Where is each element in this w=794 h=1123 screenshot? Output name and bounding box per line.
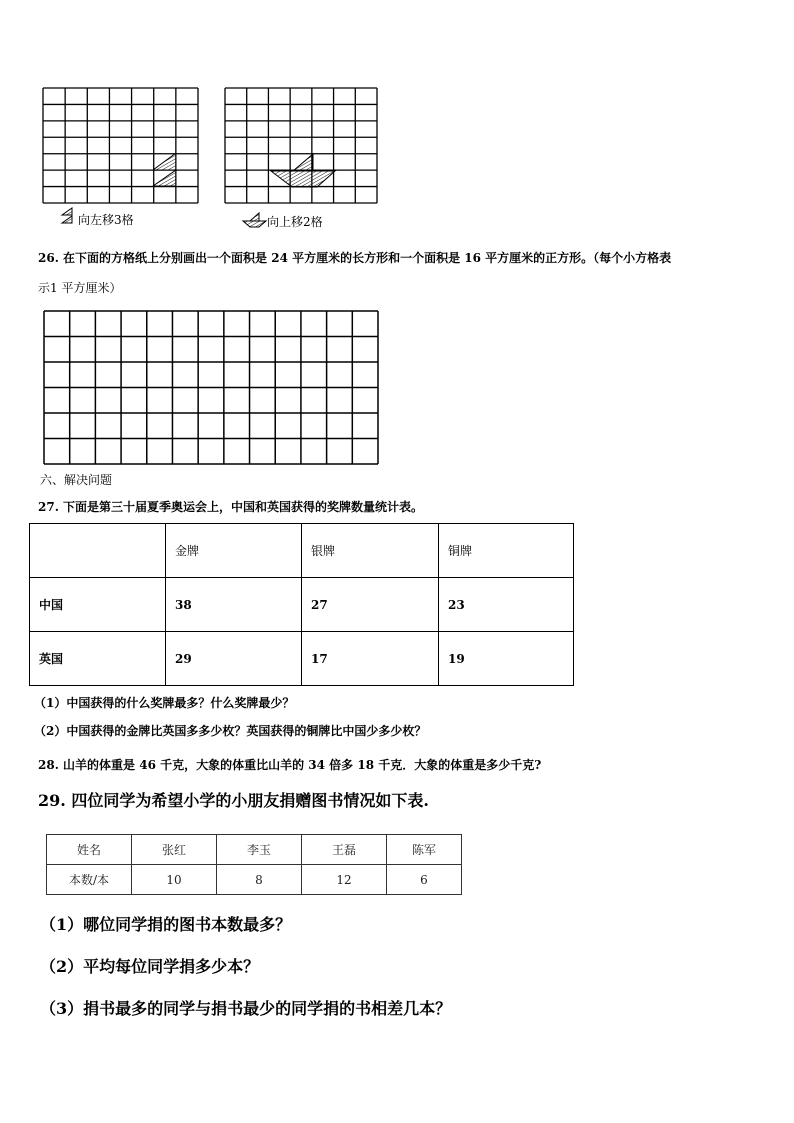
q27-sub2: （2）中国获得的金牌比英国多多少枚？英国获得的铜牌比中国少多少枚？: [34, 724, 427, 738]
header-cell: 姓名: [47, 835, 132, 865]
drawing-grid: [44, 311, 378, 464]
boat-sail: [293, 154, 313, 171]
q27-sub1: （1）中国获得的什么奖牌最多？什么奖牌最少？: [34, 696, 295, 710]
q29-sub2: （2）平均每位同学捐多少本？: [40, 957, 260, 976]
row-label-cell: 本数/本: [47, 865, 132, 895]
table-header-row: [47, 835, 462, 865]
header-cell: 王磊: [302, 835, 387, 865]
q29-sub1: （1）哪位同学捐的图书本数最多？: [40, 915, 292, 934]
grid1-caption: 向左移3格: [78, 213, 134, 227]
q29-sub3: （3）捐书最多的同学与捐书最少的同学捐的书相差几本？: [40, 999, 452, 1018]
q27-intro: 27. 下面是第三十届夏季奥运会上，中国和英国获得的奖牌数量统计表。: [38, 500, 424, 514]
value-cell: 8: [217, 865, 302, 895]
grid2-caption: 向上移2格: [267, 215, 323, 229]
value-cell: 6: [387, 865, 462, 895]
flag-icon-lower: [62, 216, 72, 223]
header-cell: [30, 524, 166, 578]
q26-line2: 示1 平方厘米）: [38, 281, 122, 295]
country-cell: 英国: [30, 632, 166, 686]
table-row: [47, 865, 462, 895]
value-cell: 38: [166, 578, 302, 632]
country-cell: 中国: [30, 578, 166, 632]
value-cell: 29: [166, 632, 302, 686]
q26-line1: 26. 在下面的方格纸上分别画出一个面积是 24 平方厘米的长方形和一个面积是 16 平方厘米的正方形。（每个小方格表: [38, 251, 672, 265]
value-cell: 12: [302, 865, 387, 895]
boat-hull: [271, 171, 335, 187]
header-cell: 银牌: [302, 524, 439, 578]
value-cell: 17: [302, 632, 439, 686]
value-cell: 19: [439, 632, 574, 686]
flag-shape-triangle-bottom: [153, 170, 176, 186]
table-row: [30, 632, 574, 686]
header-cell: 金牌: [166, 524, 302, 578]
boat-icon-sail: [250, 213, 259, 221]
medal-table: [29, 523, 574, 686]
value-cell: 23: [439, 578, 574, 632]
header-cell: 李玉: [217, 835, 302, 865]
q29-intro: 29. 四位同学为希望小学的小朋友捐赠图书情况如下表.: [38, 791, 429, 810]
table-row: [30, 578, 574, 632]
section-heading: 六、解决问题: [40, 473, 113, 487]
books-table: [46, 834, 462, 895]
q28-text: 28. 山羊的体重是 46 千克，大象的体重比山羊的 34 倍多 18 千克．大象的体重是多少千克?: [38, 758, 542, 772]
boat-icon-hull: [243, 221, 266, 227]
header-cell: 张红: [132, 835, 217, 865]
table-header-row: [30, 524, 574, 578]
value-cell: 10: [132, 865, 217, 895]
flag-shape-triangle-top: [153, 153, 176, 170]
header-cell: 铜牌: [439, 524, 574, 578]
flag-icon: [62, 208, 72, 215]
value-cell: 27: [302, 578, 439, 632]
header-cell: 陈军: [387, 835, 462, 865]
